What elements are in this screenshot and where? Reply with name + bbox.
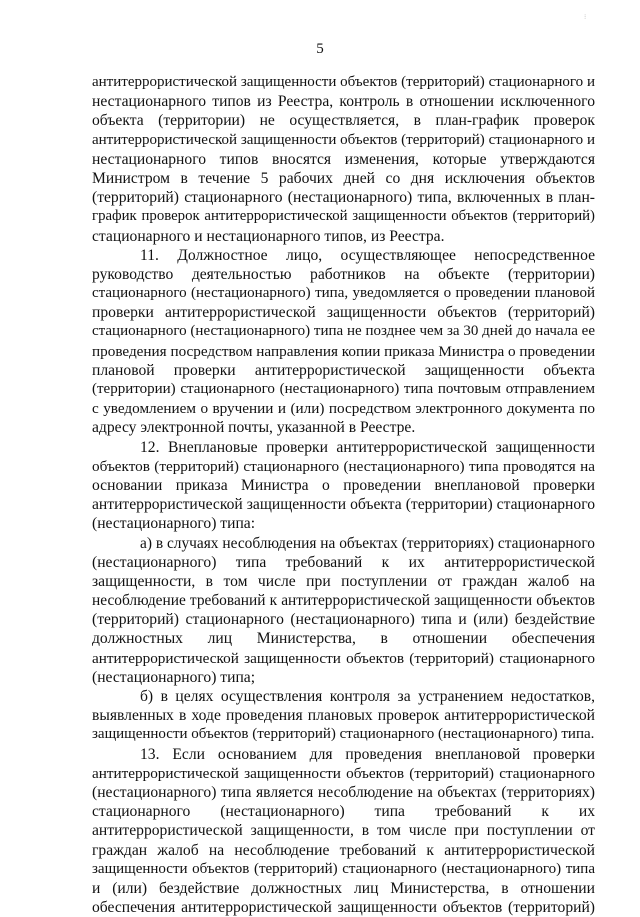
text-line: проведения посредством направления копии приказа Министра о проведении — [92, 342, 595, 360]
text-line: должностных лиц Министерства, в отношении обеспечения — [92, 630, 595, 648]
text-line: плановой проверки антитеррористической защищенности объекта — [92, 361, 595, 379]
page-number: 5 — [316, 41, 324, 57]
text-line: стационарного (нестационарного) типа не позднее чем за 30 дней до начала ее — [92, 323, 595, 340]
text-line: нестационарного типов вносятся изменения, которые утверждаются — [92, 150, 595, 168]
text-line: (территории) стационарного (нестационарного) типа почтовым отправлением — [92, 381, 595, 397]
text-line: граждан жалоб на несоблюдение требований к антитеррористической — [92, 841, 595, 859]
scan-corner-mark: ⁝ — [584, 13, 587, 21]
text-line: 11. Должностное лицо, осуществляющее непосредственное — [140, 246, 595, 264]
document-body — [92, 73, 595, 917]
text-line: объекта (территории) не осуществляется, в план-график проверок — [92, 112, 595, 130]
text-line: (территорий) стационарного (нестационарного) типа и (или) бездействие — [92, 611, 595, 629]
text-line: адресу электронной почты, указанной в Реестре. — [92, 419, 416, 437]
text-line: обеспечения антитеррористической защищенности объектов (территорий) — [92, 899, 595, 917]
text-line: проверки антитеррористической защищенности объектов (территорий) — [92, 304, 595, 322]
text-line: (нестационарного) типа; — [92, 668, 256, 686]
text-line: (нестационарного) типа требований к их антитеррористической — [92, 553, 595, 571]
text-line: выявленных в ходе проведения плановых проверок антитеррористической — [92, 707, 595, 725]
text-line: антитеррористической защищенности объектов (территорий) стационарного — [92, 764, 595, 782]
text-line: несоблюдение требований к антитеррористической защищенности объектов — [92, 592, 595, 610]
text-line: основании приказа Министра о проведении внеплановой проверки — [92, 476, 595, 494]
text-line: антитеррористической защищенности объекта (территории) стационарного — [92, 496, 595, 514]
text-line: и (или) бездействие должностных лиц Министерства, в отношении — [92, 879, 595, 897]
text-line: руководство деятельностью работников на объекте (территории) — [92, 265, 595, 283]
text-line: Министром в течение 5 рабочих дней со дня исключения объектов — [92, 169, 595, 187]
text-line: стационарного (нестационарного) типа, уведомляется о проведении плановой — [92, 285, 595, 302]
text-line: а) в случаях несоблюдения на объектах (территориях) стационарного — [140, 534, 595, 552]
text-line: антитеррористической защищенности объектов (территорий) стационарного — [92, 649, 595, 667]
text-line: объектов (территорий) стационарного (нестационарного) типа проводятся на — [92, 457, 595, 475]
text-line: защищенности объектов (территорий) стационарного (нестационарного) типа. — [92, 726, 595, 743]
text-line: (территорий) стационарного (нестационарного) типа, включенных в план- — [92, 189, 595, 207]
text-line: график проверок антитеррористической защищенности объектов (территорий) — [92, 208, 595, 225]
text-line: нестационарного типов из Реестра, контроль в отношении исключенного — [92, 93, 595, 111]
text-line: с уведомлением о вручении и (или) посредством электронного документа по — [92, 400, 595, 418]
text-line: стационарного (нестационарного) типа требований к их — [92, 803, 595, 821]
text-line: защищенности, в том числе при поступлении от граждан жалоб на — [92, 572, 595, 590]
text-line: антитеррористической защищенности, в том числе при поступлении от — [92, 822, 595, 840]
text-line: антитеррористической защищенности объектов (территорий) стационарного и — [92, 131, 595, 148]
text-line: (нестационарного) типа: — [92, 515, 256, 533]
text-line: 12. Внеплановые проверки антитеррористической защищенности — [140, 438, 595, 456]
text-line: антитеррористической защищенности объектов (территорий) стационарного и — [92, 74, 595, 90]
text-line: 13. Если основанием для проведения внеплановой проверки — [140, 745, 595, 763]
text-line: стационарного и нестационарного типов, из Реестра. — [92, 227, 445, 245]
text-line: защищенности объектов (территорий) стационарного (нестационарного) типа — [92, 860, 595, 877]
text-line: б) в целях осуществления контроля за устранением недостатков, — [140, 688, 595, 705]
text-line: (нестационарного) типа является несоблюдение на объектах (территориях) — [92, 783, 595, 801]
